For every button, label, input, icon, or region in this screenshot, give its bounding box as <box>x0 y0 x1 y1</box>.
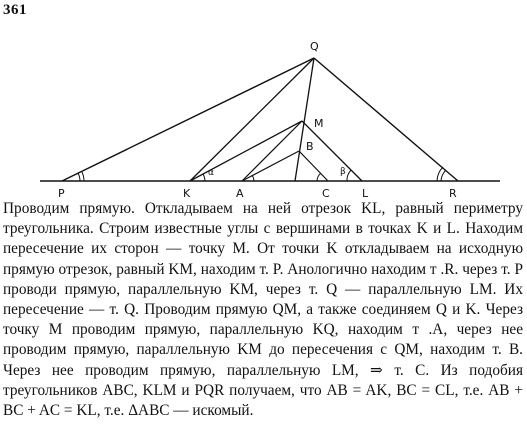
geometry-figure <box>0 0 527 200</box>
label-point-P: P <box>58 187 65 200</box>
segment-KM <box>190 121 302 181</box>
label-point-B: B <box>306 140 314 153</box>
segment-MA <box>242 121 302 181</box>
label-point-A: A <box>236 187 244 200</box>
segment-AB <box>242 151 299 181</box>
label-point-K: K <box>183 187 191 200</box>
label-angle-alpha: α <box>208 168 214 178</box>
segment-QK <box>190 58 314 181</box>
solution-text: Проводим прямую. Откладываем на ней отрезок KL, равный периметру треугольника. Строим известные углы с вершинами в точках K и L. Находим пересечение их сторон — точку M. От точки K откладываем на исходную прямую отрезок, равный KM, находим т. P. Анологично находим т .R. через т. P проводи прямую, параллельную KM, через т. Q — параллельную LM. Их пересечение — т. Q. Проводим прямую QM, а также соединяем Q и K. Через точку M проводим прямую, параллельную KQ, находим т .A, через нее проводим прямую, параллельную KM до пересечения с QM, находим т. B. Через нее проводим прямую, параллельную LM, ⇒ т. C. Из подобия треугольников ABC, KLM и PQR получаем, что AB = AK, BC = CL, т.е. AB + BC + AC = KL, т.е. ΔABC — искомый. <box>3 200 523 420</box>
label-point-M: M <box>314 117 324 130</box>
angle-arc-A <box>252 175 254 181</box>
label-angle-beta: β <box>340 167 346 177</box>
angle-arc-K <box>203 174 205 181</box>
label-point-Q: Q <box>310 40 319 53</box>
angle-arc-R-2 <box>437 167 443 181</box>
angle-arc-L <box>347 170 351 181</box>
problem-number: 361 <box>3 2 27 18</box>
label-point-R: R <box>449 187 457 200</box>
segment-QR <box>314 58 458 181</box>
angle-arc-R <box>441 170 446 181</box>
angle-arc-P-2 <box>82 172 84 181</box>
segment-BC <box>299 151 328 181</box>
label-point-L: L <box>362 187 369 200</box>
angle-arc-C <box>317 173 321 181</box>
segment-QM-line <box>295 58 314 181</box>
label-point-C: C <box>322 187 330 200</box>
angle-arc-P <box>78 173 80 181</box>
